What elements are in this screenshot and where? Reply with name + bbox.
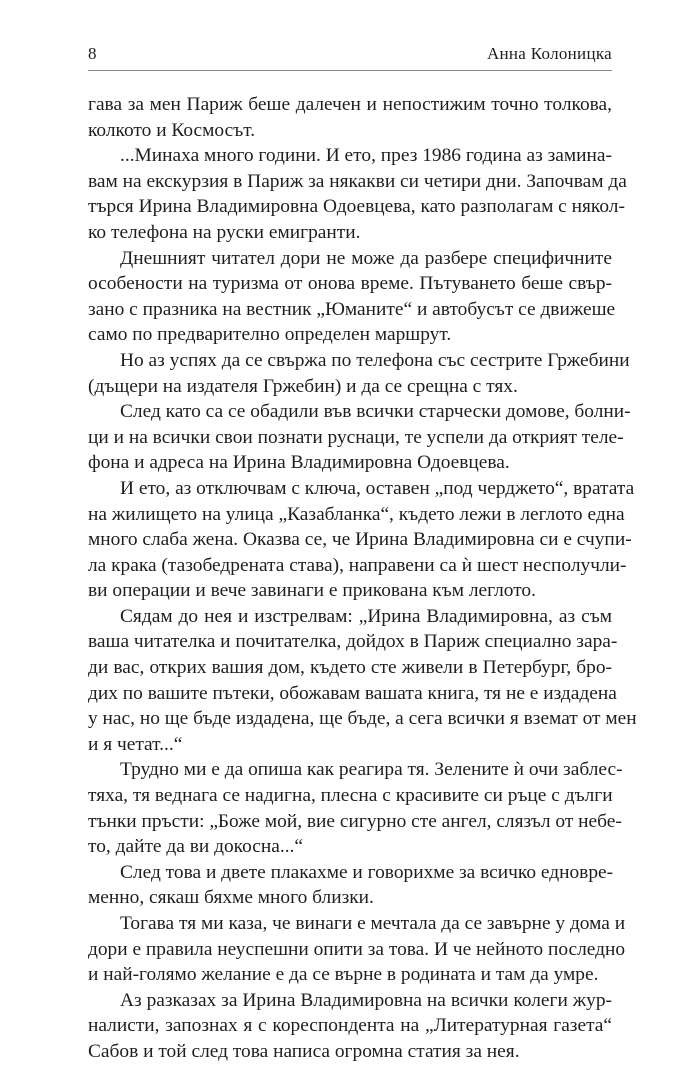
text-line: ко телефона на руски емигранти. <box>88 221 361 243</box>
text-line: тяха, тя веднага се надигна, плесна с красивите си ръце с дълги <box>88 785 613 807</box>
text-line: дих по вашите пътеки, обожавам вашата книга, тя не е издадена <box>88 682 617 704</box>
text-line: зано с празника на вестник „Юманите“ и автобусът се движеше <box>88 298 616 320</box>
text-line: тънки пръсти: „Боже мой, вие сигурно сте ангел, слязъл от небе- <box>88 810 622 832</box>
text-line: Тогава тя ми каза, че винаги е мечтала да се завърне у дома и <box>120 913 626 934</box>
page-header <box>88 44 612 71</box>
text-line: и най-голямо желание е да се върне в родината и там да умре. <box>88 964 599 986</box>
text-line: ци и на всички свои познати руснаци, те успели да открият теле- <box>88 426 624 448</box>
text-line: Сабов и той след това написа огромна статия за нея. <box>88 1040 520 1062</box>
text-line: ла крака (тазобедрената става), направени са ѝ шест несполучли- <box>88 554 627 576</box>
text-line: много слаба жена. Оказва се, че Ирина Владимировна си е счупи- <box>88 529 632 551</box>
text-line: вам на екскурзия в Париж за някакви си четири дни. Започвам да <box>88 170 627 192</box>
text-line: менно, сякаш бяхме много близки. <box>88 887 374 909</box>
text-line: Днешният читател дори не може да разбере специфичните <box>120 247 612 269</box>
text-line: то, дайте да ви докосна...“ <box>88 836 304 858</box>
text-line: Сядам до нея и изстрелвам: „Ирина Владимировна, аз съм <box>120 605 612 627</box>
text-line: налисти, запознах я с кореспондента на „Литературная газета“ <box>88 1015 612 1037</box>
text-line: търся Ирина Владимировна Одоевцева, като разполагам с някол- <box>88 196 625 218</box>
text-line: Аз разказах за Ирина Владимировна на всички колеги жур- <box>120 989 612 1011</box>
text-line: ...Минаха много години. И ето, през 1986 година аз замина- <box>120 145 612 167</box>
text-line: ди вас, открих вашия дом, където сте живели в Петербург, бро- <box>88 657 612 679</box>
text-line: на жилището на улица „Казабланка“, където лежи в леглото една <box>88 503 625 525</box>
text-line: След като са се обадили във всички старчески домове, болни- <box>120 401 631 423</box>
text-line: ви операции и вече завинаги е прикована към леглото. <box>88 580 536 602</box>
text-line: и я четат...“ <box>88 733 183 755</box>
text-line: Трудно ми е да опиша как реагира тя. Зелените ѝ очи заблес- <box>120 759 623 781</box>
text-line: фона и адреса на Ирина Владимировна Одоевцева. <box>88 452 510 474</box>
text-line: гава за мен Париж беше далечен и непостижим точно толкова, <box>88 94 612 115</box>
text-line: ваша читателка и почитателка, дойдох в Париж специално зара- <box>88 631 618 653</box>
text-line: (дъщери на издателя Гржебин) и да се срещна с тях. <box>88 375 518 397</box>
text-line: След това и двете плакахме и говорихме за всичко едновре- <box>120 861 614 883</box>
text-line: само по предварително определен маршрут. <box>88 324 452 346</box>
text-line: дори е правила неуспешни опити за това. И че нейното последно <box>88 938 626 960</box>
text-line: Но аз успях да се свържа по телефона със сестрите Гржебини <box>120 349 630 371</box>
text-line: колкото и Космосът. <box>88 119 256 141</box>
text-line: у нас, но ще бъде издадена, ще бъде, а сега всички я вземат от мен <box>88 708 637 730</box>
text-line: особености на туризма от онова време. Пътуването беше свър- <box>88 273 612 295</box>
page-number: 8 <box>88 44 97 63</box>
running-head: Анна Колоницка <box>486 44 612 63</box>
text-line: И ето, аз отключвам с ключа, оставен „под черджето“, вратата <box>120 477 635 499</box>
body-text <box>88 92 637 1065</box>
